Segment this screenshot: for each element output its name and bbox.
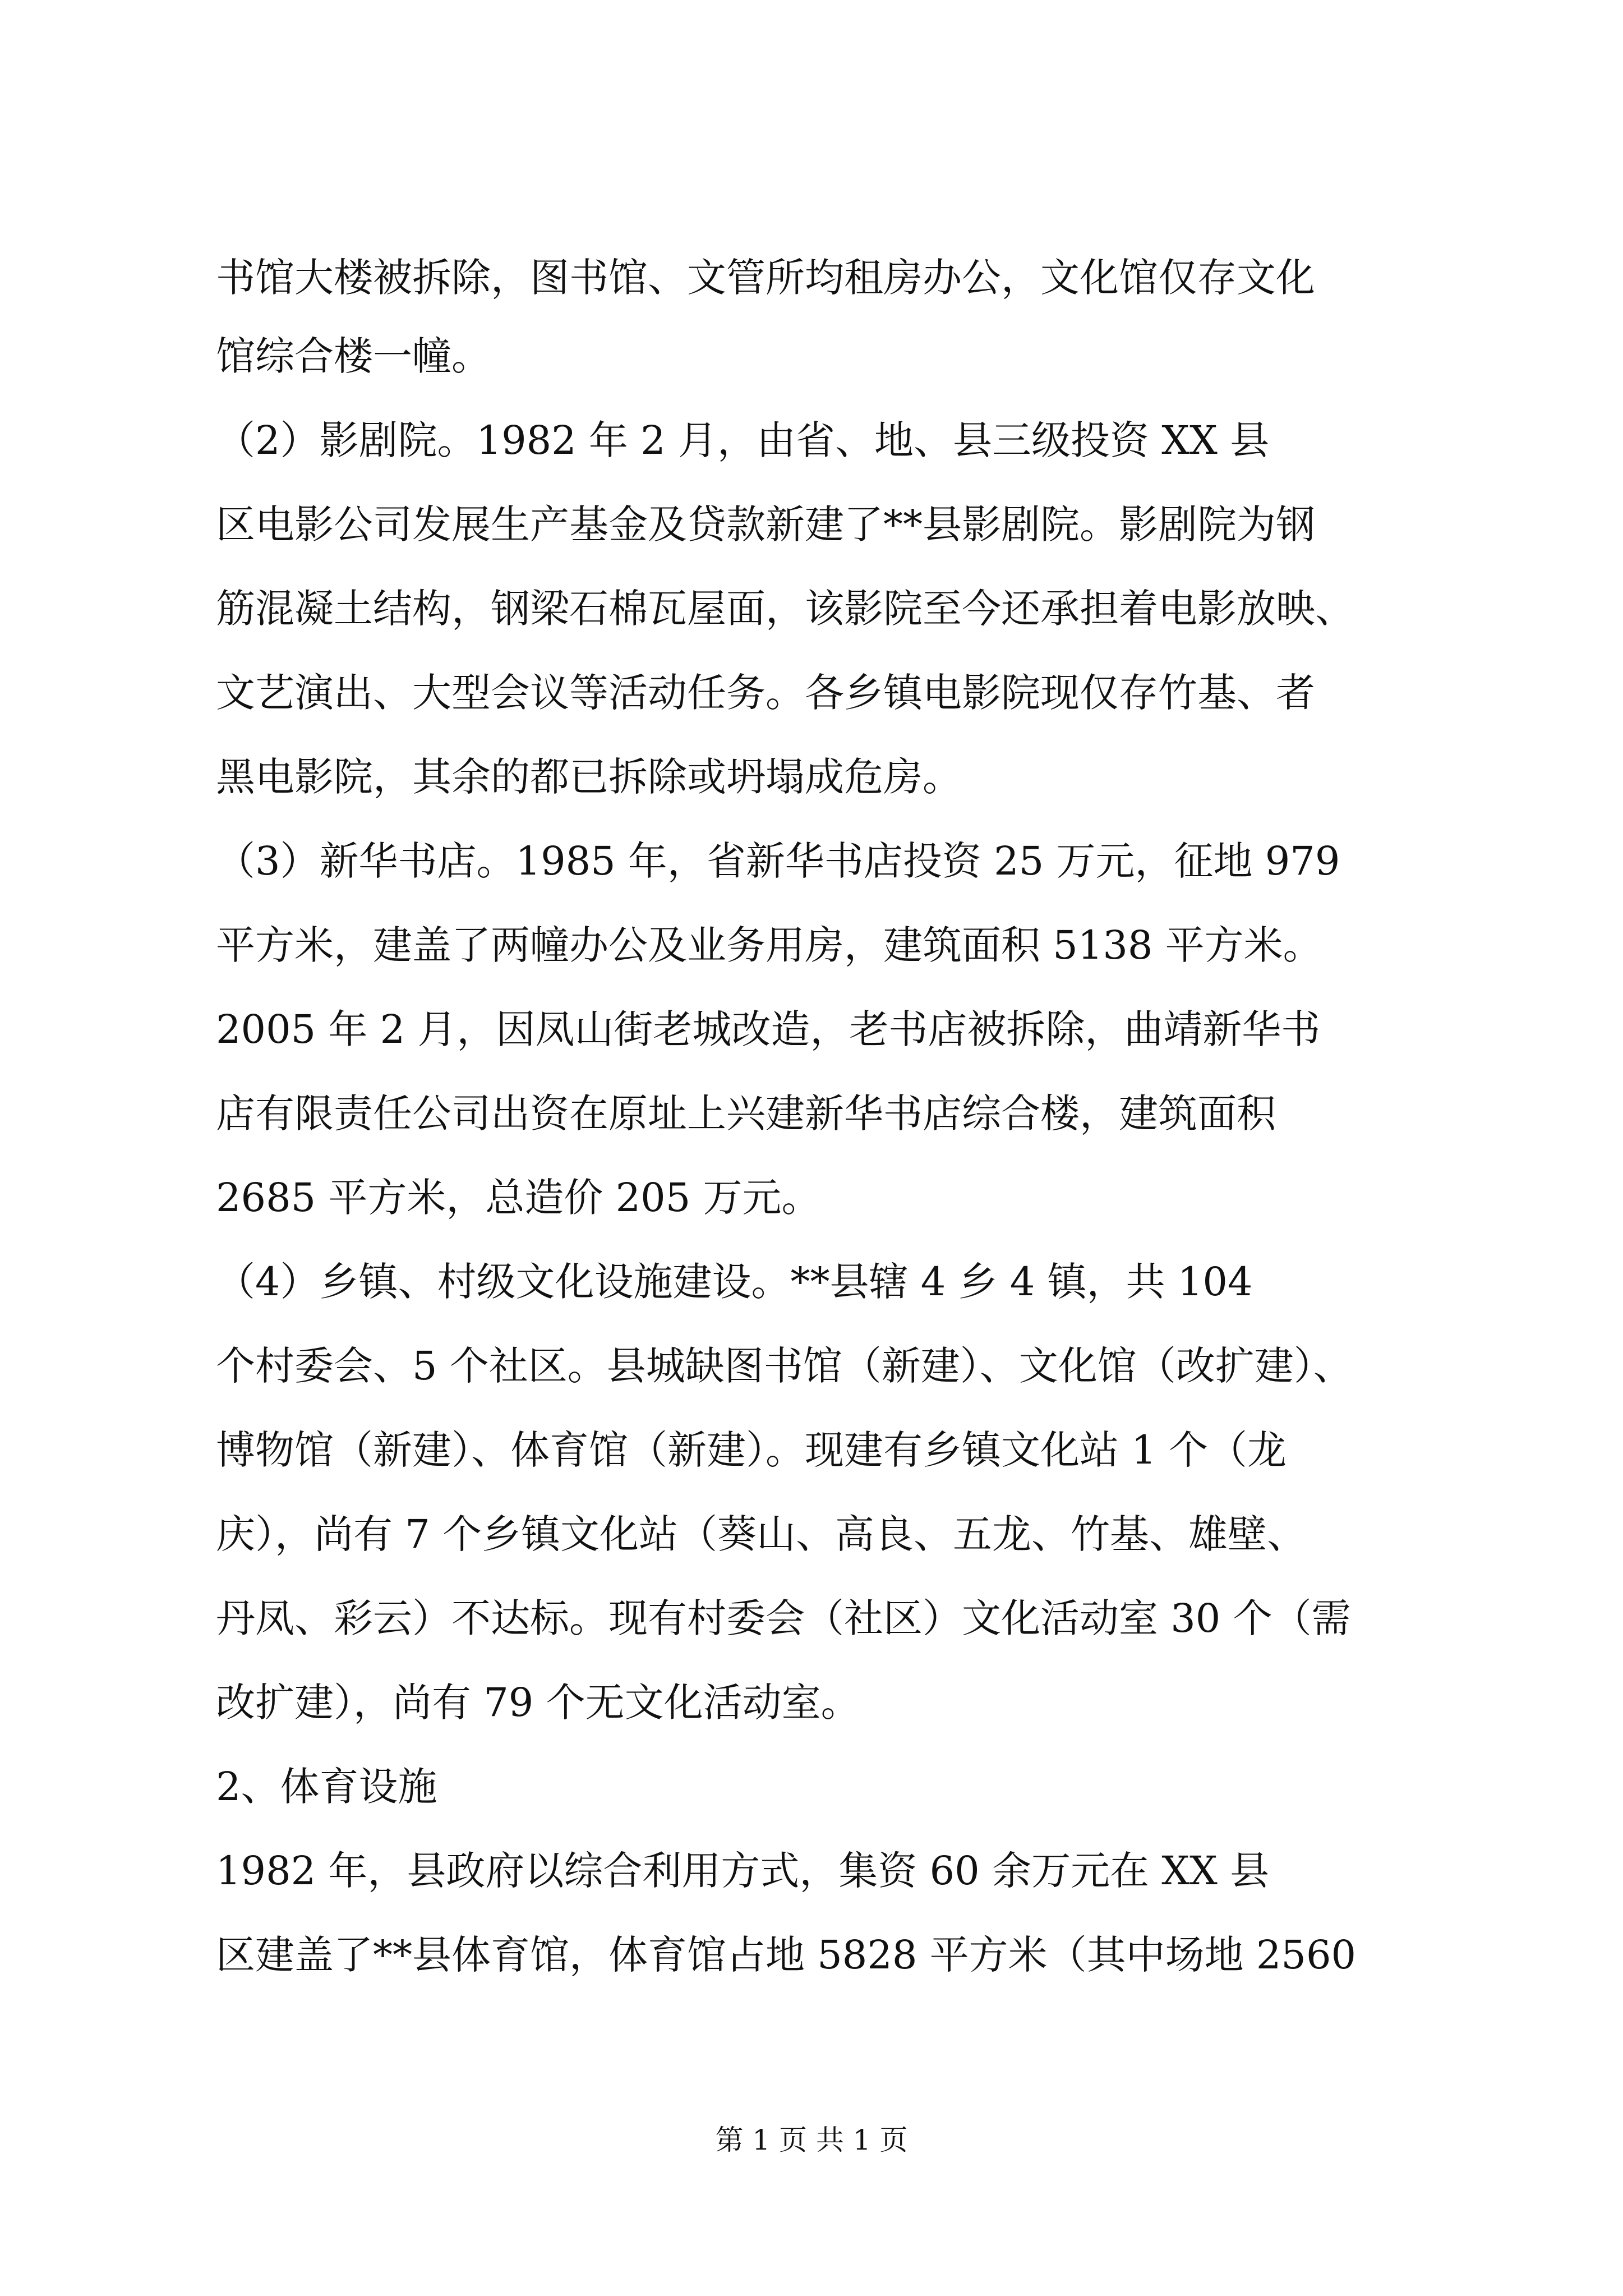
text-line: 2005 年 2 月，因凤山街老城改造，老书店被拆除，曲靖新华书 <box>216 1006 1321 1052</box>
text-line: （2）影剧院。1982 年 2 月，由省、地、县三级投资 XX 县 <box>216 417 1270 463</box>
text-line: 文艺演出、大型会议等活动任务。各乡镇电影院现仅存竹基、者 <box>216 670 1315 716</box>
text-line: 馆综合楼一幢。 <box>216 333 491 379</box>
text-line: 1982 年，县政府以综合利用方式，集资 60 余万元在 XX 县 <box>216 1848 1270 1894</box>
text-line: 区电影公司发展生产基金及贷款新建了**县影剧院。影剧院为钢 <box>216 501 1315 547</box>
text-line: 丹凤、彩云）不达标。现有村委会（社区）文化活动室 30 个（需 <box>216 1595 1351 1641</box>
text-line: 筋混凝土结构，钢梁石棉瓦屋面，该影院至今还承担着电影放映、 <box>216 586 1354 632</box>
text-line: 博物馆（新建）、体育馆（新建）。现建有乡镇文化站 1 个（龙 <box>216 1427 1287 1473</box>
page-footer: 第 1 页 共 1 页 <box>715 2124 908 2156</box>
text-line: （4）乡镇、村级文化设施建设。**县辖 4 乡 4 镇，共 104 <box>216 1259 1253 1305</box>
section-heading: 2、体育设施 <box>216 1764 437 1810</box>
text-line: 2685 平方米，总造价 205 万元。 <box>216 1175 821 1221</box>
text-line: 书馆大楼被拆除，图书馆、文管所均租房办公，文化馆仅存文化 <box>216 255 1315 301</box>
text-line: 平方米，建盖了两幢办公及业务用房，建筑面积 5138 平方米。 <box>216 922 1322 968</box>
text-line: 个村委会、5 个社区。县城缺图书馆（新建）、文化馆（改扩建）、 <box>216 1343 1353 1389</box>
text-line: 黑电影院，其余的都已拆除或坍塌成危房。 <box>216 754 962 800</box>
text-line: 改扩建），尚有 79 个无文化活动室。 <box>216 1680 860 1726</box>
text-line: 店有限责任公司出资在原址上兴建新华书店综合楼，建筑面积 <box>216 1091 1276 1137</box>
text-line: 区建盖了**县体育馆，体育馆占地 5828 平方米（其中场地 2560 <box>216 1932 1357 1978</box>
text-line: （3）新华书店。1985 年，省新华书店投资 25 万元，征地 979 <box>216 838 1340 884</box>
text-line: 庆），尚有 7 个乡镇文化站（葵山、高良、五龙、竹基、雄壁、 <box>216 1511 1307 1557</box>
